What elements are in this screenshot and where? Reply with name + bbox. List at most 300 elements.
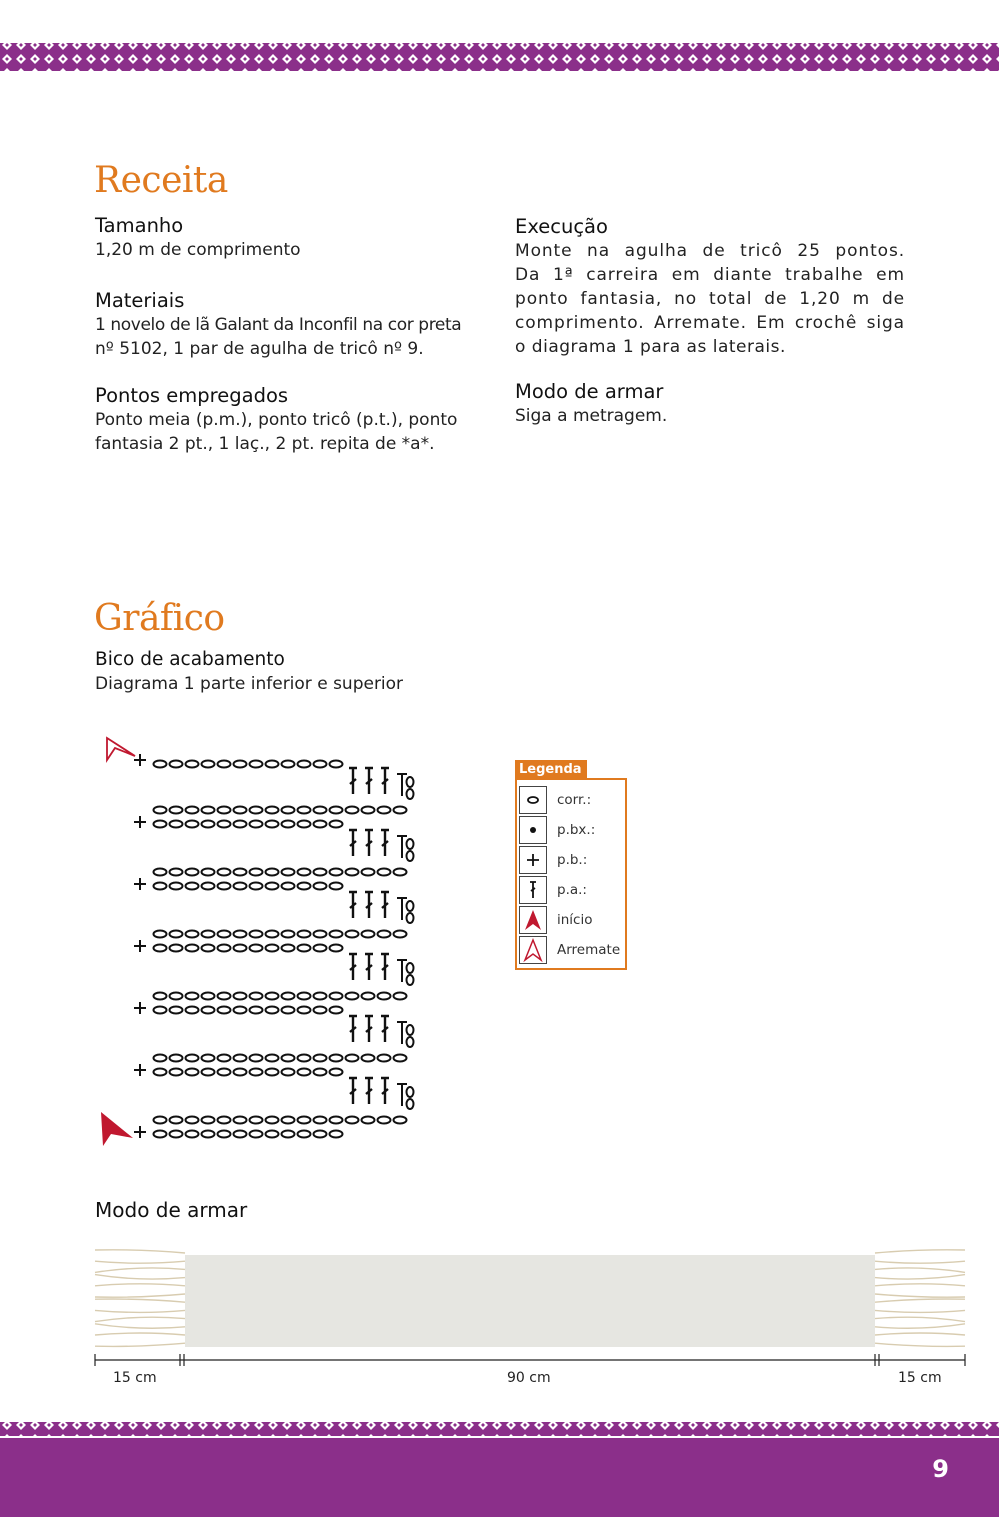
chain-mark xyxy=(407,1099,414,1109)
chain-mark xyxy=(250,1069,263,1076)
chain-mark xyxy=(170,807,183,814)
chain-mark xyxy=(218,821,231,828)
double-crochet-mark xyxy=(365,1016,373,1042)
chain-mark xyxy=(407,851,414,861)
chain-mark xyxy=(394,1117,407,1124)
fringe-strand xyxy=(875,1343,965,1346)
chain-mark xyxy=(202,993,215,1000)
chain-mark xyxy=(407,1025,414,1035)
legend-label: p.b.: xyxy=(557,852,588,868)
chain-mark xyxy=(202,869,215,876)
execution-line: ponto fantasia, no total de 1,20 m de xyxy=(515,289,905,309)
legend-item xyxy=(519,846,623,876)
double-crochet-mark xyxy=(365,768,373,794)
chain-mark xyxy=(202,883,215,890)
chain-mark xyxy=(154,821,167,828)
chain-mark xyxy=(314,1007,327,1014)
double-crochet-mark xyxy=(381,830,389,856)
chain-mark xyxy=(202,761,215,768)
chain-mark xyxy=(218,945,231,952)
fringe-strand xyxy=(875,1275,965,1279)
vertical-chain-mark xyxy=(397,898,407,920)
chain-oval-icon xyxy=(519,786,547,814)
chain-mark xyxy=(282,807,295,814)
chain-mark xyxy=(170,821,183,828)
fringe-strand xyxy=(875,1294,965,1297)
double-crochet-mark xyxy=(365,954,373,980)
chain-mark xyxy=(282,869,295,876)
chain-mark xyxy=(186,869,199,876)
chain-mark xyxy=(330,761,343,768)
chain-mark xyxy=(266,1131,279,1138)
chain-mark xyxy=(298,1055,311,1062)
chain-mark xyxy=(330,1069,343,1076)
chain-mark xyxy=(362,869,375,876)
fringe-strand xyxy=(875,1310,965,1312)
chain-mark xyxy=(298,945,311,952)
fringe-strand xyxy=(875,1250,965,1253)
fringe-strand xyxy=(875,1324,965,1328)
chain-mark xyxy=(394,993,407,1000)
chain-mark xyxy=(266,869,279,876)
chain-mark xyxy=(298,1131,311,1138)
chain-mark xyxy=(314,1117,327,1124)
single-crochet-mark xyxy=(134,1126,146,1138)
start-arrow-icon xyxy=(519,906,547,934)
fringe-left xyxy=(95,1250,185,1347)
chain-mark xyxy=(218,993,231,1000)
vertical-chain-mark xyxy=(397,1022,407,1044)
chain-mark xyxy=(266,761,279,768)
chain-mark xyxy=(314,761,327,768)
chain-mark xyxy=(314,821,327,828)
chain-mark xyxy=(170,869,183,876)
chain-mark xyxy=(234,869,247,876)
chain-mark xyxy=(250,761,263,768)
chain-mark xyxy=(266,993,279,1000)
top-decorative-border xyxy=(0,38,999,78)
chain-mark xyxy=(186,883,199,890)
chain-mark xyxy=(154,761,167,768)
slip-stitch-dot-icon xyxy=(519,816,547,844)
chain-mark xyxy=(314,869,327,876)
chain-mark xyxy=(314,945,327,952)
size-heading: Tamanho xyxy=(95,214,184,237)
double-crochet-mark xyxy=(381,954,389,980)
fringe-right xyxy=(875,1250,965,1347)
chain-mark xyxy=(218,1117,231,1124)
chain-mark xyxy=(186,1117,199,1124)
chain-mark xyxy=(250,931,263,938)
chain-mark xyxy=(266,945,279,952)
chain-mark xyxy=(346,993,359,1000)
chain-mark xyxy=(362,807,375,814)
chain-mark xyxy=(314,1055,327,1062)
chain-mark xyxy=(170,1069,183,1076)
stitches-section xyxy=(95,384,495,456)
end-arrow-icon xyxy=(519,936,547,964)
single-crochet-plus-icon xyxy=(519,846,547,874)
legend-item xyxy=(519,906,623,936)
legend-item xyxy=(519,786,623,816)
chain-mark xyxy=(282,761,295,768)
chain-mark xyxy=(362,931,375,938)
vertical-chain-mark xyxy=(397,774,407,796)
chain-mark xyxy=(346,1117,359,1124)
fringe-strand xyxy=(95,1268,185,1272)
chain-mark xyxy=(202,1131,215,1138)
chain-mark xyxy=(202,1069,215,1076)
legend-label: Arremate xyxy=(557,942,621,958)
double-crochet-mark xyxy=(349,892,357,918)
chain-mark xyxy=(266,1007,279,1014)
execution-heading: Execução xyxy=(515,215,608,238)
chain-mark xyxy=(407,777,414,787)
legend xyxy=(515,760,627,970)
chain-mark xyxy=(314,931,327,938)
chart-caption: Diagrama 1 parte inferior e superior xyxy=(95,674,404,694)
size-section xyxy=(95,214,495,262)
chain-mark xyxy=(234,1131,247,1138)
chain-mark xyxy=(234,761,247,768)
assembly-heading: Modo de armar xyxy=(515,380,664,403)
chain-mark xyxy=(407,1037,414,1047)
chain-mark xyxy=(314,807,327,814)
chain-mark xyxy=(234,931,247,938)
chain-mark xyxy=(234,1117,247,1124)
chain-mark xyxy=(218,931,231,938)
vertical-chain-mark xyxy=(397,836,407,858)
chain-mark xyxy=(202,945,215,952)
chain-mark xyxy=(330,1007,343,1014)
crochet-diagram xyxy=(95,720,435,1160)
chain-mark xyxy=(154,883,167,890)
chain-mark xyxy=(282,931,295,938)
bottom-decorative-border xyxy=(0,1418,999,1440)
materials-heading: Materiais xyxy=(95,289,185,312)
chain-mark xyxy=(330,807,343,814)
dimension-lines xyxy=(95,1354,965,1366)
chain-mark xyxy=(378,1117,391,1124)
legend-label: p.bx.: xyxy=(557,822,596,838)
chain-mark xyxy=(202,1117,215,1124)
chain-mark xyxy=(330,1117,343,1124)
scarf-body xyxy=(185,1255,875,1347)
chain-mark xyxy=(394,807,407,814)
chain-mark xyxy=(378,869,391,876)
chain-mark xyxy=(250,1117,263,1124)
chain-mark xyxy=(218,1131,231,1138)
chain-mark xyxy=(202,931,215,938)
recipe-title: Receita xyxy=(94,160,228,201)
chain-mark xyxy=(407,789,414,799)
fringe-strand xyxy=(95,1310,185,1312)
execution-section xyxy=(515,215,905,359)
chain-mark xyxy=(186,1131,199,1138)
chain-mark xyxy=(298,993,311,1000)
chain-mark xyxy=(298,931,311,938)
chain-mark xyxy=(314,993,327,1000)
materials-section xyxy=(95,289,495,361)
assembly-diagram-title: Modo de armar xyxy=(95,1198,248,1222)
chain-mark xyxy=(186,807,199,814)
fringe-strand xyxy=(95,1299,185,1302)
chain-mark xyxy=(298,883,311,890)
fringe-strand xyxy=(95,1324,185,1328)
chain-mark xyxy=(218,1069,231,1076)
chain-mark xyxy=(362,1055,375,1062)
chain-mark xyxy=(407,913,414,923)
single-crochet-mark xyxy=(134,878,146,890)
chart-title: Gráfico xyxy=(94,598,225,639)
start-marker xyxy=(101,1112,133,1146)
size-text: 1,20 m de comprimento xyxy=(95,240,301,260)
double-crochet-mark xyxy=(381,892,389,918)
chain-mark xyxy=(330,1055,343,1062)
legend-label: corr.: xyxy=(557,792,592,808)
chain-mark xyxy=(218,883,231,890)
chain-mark xyxy=(282,1131,295,1138)
chain-mark xyxy=(282,1007,295,1014)
chain-mark xyxy=(154,1069,167,1076)
chain-mark xyxy=(266,1117,279,1124)
fringe-strand xyxy=(95,1261,185,1263)
chain-mark xyxy=(282,1055,295,1062)
chain-mark xyxy=(330,821,343,828)
chain-mark xyxy=(378,993,391,1000)
fringe-strand xyxy=(95,1294,185,1297)
chain-mark xyxy=(170,993,183,1000)
chain-mark xyxy=(378,931,391,938)
legend-item xyxy=(519,936,623,966)
chain-mark xyxy=(170,931,183,938)
chain-mark xyxy=(407,1087,414,1097)
chain-mark xyxy=(330,869,343,876)
chain-mark xyxy=(186,945,199,952)
page-number: 9 xyxy=(932,1455,949,1483)
stitches-line: fantasia 2 pt., 1 laç., 2 pt. repita de *a*. xyxy=(95,434,435,454)
chain-mark xyxy=(234,993,247,1000)
chain-mark xyxy=(154,931,167,938)
chain-mark xyxy=(330,931,343,938)
chain-mark xyxy=(154,1007,167,1014)
chain-mark xyxy=(298,821,311,828)
chain-mark xyxy=(218,761,231,768)
double-crochet-mark xyxy=(349,830,357,856)
execution-line: Da 1ª carreira em diante trabalhe em xyxy=(515,265,905,285)
chain-mark xyxy=(186,993,199,1000)
legend-item xyxy=(519,816,623,846)
fringe-strand xyxy=(95,1317,185,1321)
chain-mark xyxy=(250,945,263,952)
chain-mark xyxy=(250,1131,263,1138)
chain-mark xyxy=(154,945,167,952)
chain-mark xyxy=(394,1055,407,1062)
chain-mark xyxy=(202,807,215,814)
chain-mark xyxy=(250,1007,263,1014)
chain-mark xyxy=(234,1007,247,1014)
chain-mark xyxy=(346,931,359,938)
chain-mark xyxy=(298,761,311,768)
chain-mark xyxy=(346,807,359,814)
double-crochet-mark xyxy=(349,1016,357,1042)
chain-mark xyxy=(362,993,375,1000)
chain-mark xyxy=(282,945,295,952)
double-crochet-mark xyxy=(349,1078,357,1104)
chain-mark xyxy=(250,993,263,1000)
chain-mark xyxy=(202,1007,215,1014)
chain-mark xyxy=(266,1055,279,1062)
chain-mark xyxy=(154,993,167,1000)
single-crochet-mark xyxy=(134,1064,146,1076)
chain-mark xyxy=(234,1069,247,1076)
chain-mark xyxy=(186,931,199,938)
chain-mark xyxy=(407,839,414,849)
chain-mark xyxy=(298,1117,311,1124)
chain-mark xyxy=(330,883,343,890)
chain-mark xyxy=(314,1131,327,1138)
chain-mark xyxy=(378,1055,391,1062)
chain-mark xyxy=(218,1055,231,1062)
chart-subtitle: Bico de acabamento xyxy=(95,649,285,670)
chain-mark xyxy=(298,807,311,814)
chain-mark xyxy=(170,945,183,952)
measure-left: 15 cm xyxy=(113,1370,157,1386)
chain-mark xyxy=(378,807,391,814)
fringe-strand xyxy=(95,1275,185,1279)
double-crochet-mark xyxy=(349,768,357,794)
chain-mark xyxy=(170,1131,183,1138)
execution-line: o diagrama 1 para as laterais. xyxy=(515,337,786,357)
chain-mark xyxy=(170,1007,183,1014)
chain-mark xyxy=(394,869,407,876)
chain-mark xyxy=(266,807,279,814)
double-crochet-icon xyxy=(519,876,547,904)
chain-mark xyxy=(186,1069,199,1076)
chain-mark xyxy=(282,993,295,1000)
chain-mark xyxy=(170,883,183,890)
measure-center: 90 cm xyxy=(507,1370,551,1386)
single-crochet-mark xyxy=(134,1002,146,1014)
chain-mark xyxy=(346,1055,359,1062)
chart-header xyxy=(95,648,515,696)
fringe-strand xyxy=(875,1333,965,1335)
fringe-strand xyxy=(875,1284,965,1286)
chain-mark xyxy=(186,821,199,828)
footer-bar xyxy=(0,1438,999,1517)
assembly-text: Siga a metragem. xyxy=(515,406,668,426)
fringe-strand xyxy=(95,1343,185,1346)
chain-mark xyxy=(154,807,167,814)
chain-mark xyxy=(202,821,215,828)
chain-mark xyxy=(298,1069,311,1076)
chain-mark xyxy=(154,1117,167,1124)
chain-mark xyxy=(346,869,359,876)
stitches-heading: Pontos empregados xyxy=(95,384,289,407)
assembly-section xyxy=(515,380,905,428)
single-crochet-mark xyxy=(134,940,146,952)
fringe-strand xyxy=(875,1299,965,1302)
fringe-strand xyxy=(875,1261,965,1263)
chain-mark xyxy=(298,1007,311,1014)
chain-mark xyxy=(218,869,231,876)
chain-mark xyxy=(218,1007,231,1014)
chain-mark xyxy=(330,1131,343,1138)
chain-mark xyxy=(250,883,263,890)
end-marker xyxy=(107,738,135,760)
chain-mark xyxy=(362,1117,375,1124)
double-crochet-mark xyxy=(349,954,357,980)
chain-mark xyxy=(218,807,231,814)
chain-mark xyxy=(407,963,414,973)
vertical-chain-mark xyxy=(397,1084,407,1106)
chain-mark xyxy=(250,869,263,876)
chain-mark xyxy=(234,1055,247,1062)
assembly-diagram-title-wrap xyxy=(95,1198,247,1222)
materials-line: nº 5102, 1 par de agulha de tricô nº 9. xyxy=(95,339,424,359)
chain-mark xyxy=(282,1069,295,1076)
fringe-strand xyxy=(875,1268,965,1272)
scarf-diagram xyxy=(85,1245,975,1370)
chain-mark xyxy=(266,883,279,890)
chain-mark xyxy=(314,1069,327,1076)
chain-mark xyxy=(298,869,311,876)
chain-mark xyxy=(186,761,199,768)
chain-mark xyxy=(186,1007,199,1014)
materials-line: 1 novelo de lã Galant da Inconfil na cor preta xyxy=(95,315,462,335)
fringe-strand xyxy=(95,1284,185,1286)
fringe-strand xyxy=(875,1317,965,1321)
chain-mark xyxy=(282,821,295,828)
legend-label: p.a.: xyxy=(557,882,587,898)
stitches-line: Ponto meia (p.m.), ponto tricô (p.t.), ponto xyxy=(95,410,458,430)
chain-mark xyxy=(407,975,414,985)
chain-mark xyxy=(330,993,343,1000)
chain-mark xyxy=(186,1055,199,1062)
chain-mark xyxy=(407,901,414,911)
chain-mark xyxy=(266,1069,279,1076)
chain-mark xyxy=(234,945,247,952)
execution-line: Monte na agulha de tricô 25 pontos. xyxy=(515,241,905,261)
chain-mark xyxy=(234,821,247,828)
legend-label: início xyxy=(557,912,593,928)
double-crochet-mark xyxy=(381,1016,389,1042)
legend-item xyxy=(519,876,623,906)
chain-mark xyxy=(330,945,343,952)
single-crochet-mark xyxy=(134,816,146,828)
execution-line: comprimento. Arremate. Em crochê siga xyxy=(515,313,905,333)
chain-mark xyxy=(234,883,247,890)
chain-mark xyxy=(154,1055,167,1062)
double-crochet-mark xyxy=(365,1078,373,1104)
double-crochet-mark xyxy=(365,892,373,918)
chain-mark xyxy=(282,1117,295,1124)
chain-mark xyxy=(170,761,183,768)
single-crochet-mark xyxy=(134,754,146,766)
chain-mark xyxy=(394,931,407,938)
chain-mark xyxy=(250,821,263,828)
chain-mark xyxy=(234,807,247,814)
chain-mark xyxy=(170,1055,183,1062)
double-crochet-mark xyxy=(365,830,373,856)
chain-mark xyxy=(266,931,279,938)
measure-right: 15 cm xyxy=(898,1370,942,1386)
chain-mark xyxy=(202,1055,215,1062)
vertical-chain-mark xyxy=(397,960,407,982)
legend-title: Legenda xyxy=(515,760,587,780)
fringe-strand xyxy=(95,1250,185,1253)
chain-mark xyxy=(154,1131,167,1138)
